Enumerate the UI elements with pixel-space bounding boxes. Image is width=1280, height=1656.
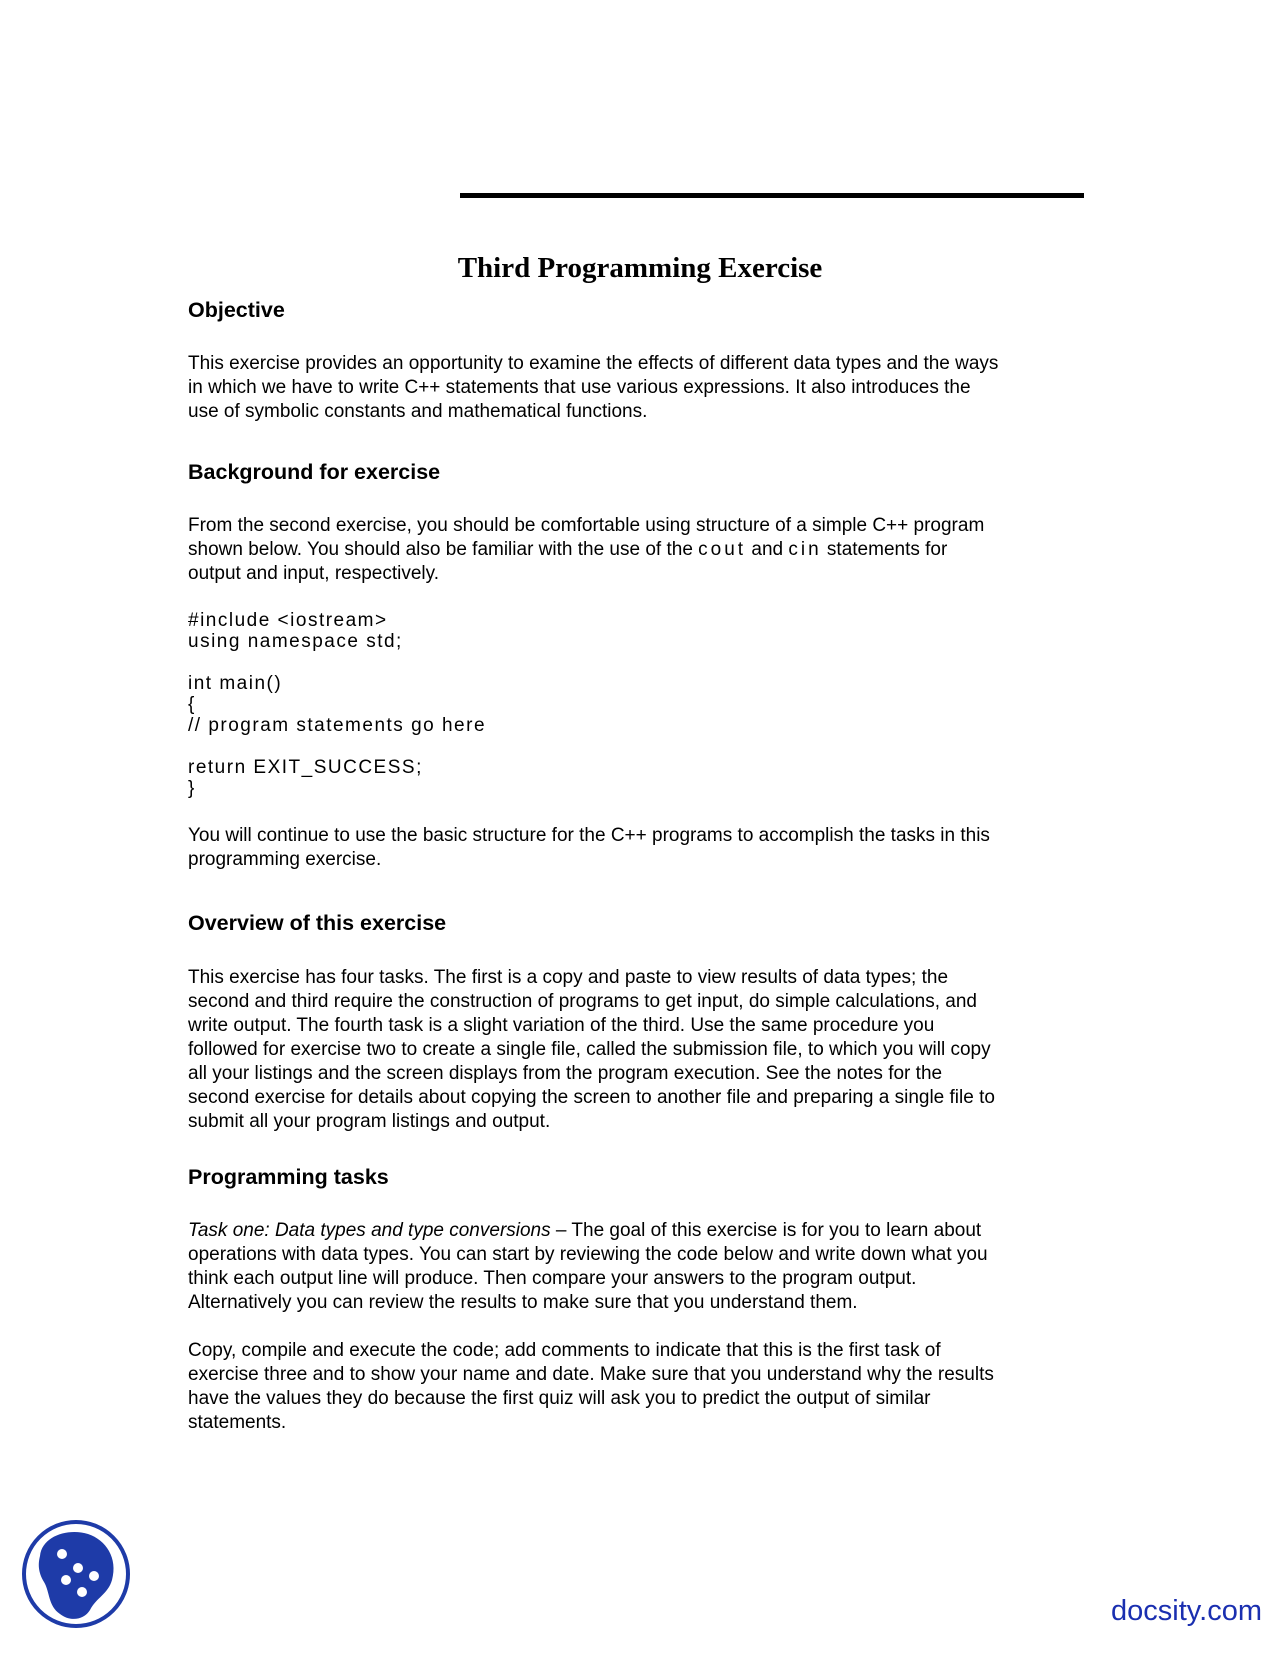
- document-title: Third Programming Exercise: [457, 252, 823, 284]
- code-line: // program statements go here: [188, 715, 487, 736]
- code-block-main: [188, 673, 486, 736]
- copy-compile-paragraph: [188, 1339, 1088, 1435]
- heading-objective: Objective: [188, 298, 285, 322]
- objective-line: in which we have to write C++ statements that use various expressions. It also introduces the: [188, 377, 971, 398]
- overview-line: second exercise for details about copying the screen to another file and preparing a single file to: [188, 1087, 995, 1108]
- code-line: int main(): [188, 673, 283, 694]
- background-line: output and input, respectively.: [188, 563, 440, 584]
- objective-line: use of symbolic constants and mathematical functions.: [188, 401, 648, 422]
- paragraph-line: You will continue to use the basic structure for the C++ programs to accomplish the tasks in this: [188, 825, 990, 846]
- paragraph-line: programming exercise.: [188, 849, 382, 870]
- heading-background: Background for exercise: [188, 460, 441, 484]
- code-line: using namespace std;: [188, 631, 403, 652]
- code-block-includes: [188, 610, 403, 652]
- overview-line: all your listings and the screen displays from the program execution. See the notes for the: [188, 1063, 943, 1084]
- objective-line: This exercise provides an opportunity to examine the effects of different data types and the ways: [188, 353, 999, 374]
- code-line: }: [188, 778, 196, 799]
- heading-programming-tasks: Programming tasks: [188, 1165, 389, 1189]
- background-paragraph: [188, 514, 1088, 586]
- task-one-line: think each output line will produce. Then compare your answers to the program output.: [188, 1268, 917, 1289]
- task-one-line: Alternatively you can review the results to make sure that you understand them.: [188, 1292, 858, 1313]
- overview-line: followed for exercise two to create a single file, called the submission file, to which you will copy: [188, 1039, 991, 1060]
- overview-line: This exercise has four tasks. The first is a copy and paste to view results of data types; the: [188, 967, 949, 988]
- code-cout: cout: [698, 539, 747, 560]
- overview-line: second and third require the construction of programs to get input, do simple calculations, and: [188, 991, 977, 1012]
- overview-paragraph: [188, 966, 1088, 1134]
- docsity-logo-icon[interactable]: [20, 1518, 132, 1630]
- overview-line: submit all your program listings and output.: [188, 1111, 551, 1132]
- overview-line: write output. The fourth task is a slight variation of the third. Use the same procedure you: [188, 1015, 935, 1036]
- task-one-line: Task one: Data types and type conversions – The goal of this exercise is for you to learn about: [188, 1220, 982, 1241]
- code-line: return EXIT_SUCCESS;: [188, 757, 423, 778]
- docsity-brand-link[interactable]: docsity.com: [1111, 1595, 1262, 1627]
- background-line: From the second exercise, you should be comfortable using structure of a simple C++ program: [188, 515, 985, 536]
- header-rule: [460, 193, 1084, 198]
- background-followup-paragraph: [188, 824, 1088, 872]
- copy-line: have the values they do because the first quiz will ask you to predict the output of similar: [188, 1388, 931, 1409]
- code-line: #include <iostream>: [188, 610, 388, 631]
- objective-paragraph: [188, 352, 1088, 424]
- code-block-return: [188, 757, 423, 799]
- heading-overview: Overview of this exercise: [188, 911, 447, 935]
- task-one-paragraph: [188, 1219, 1088, 1315]
- copy-line: Copy, compile and execute the code; add comments to indicate that this is the first task of: [188, 1340, 941, 1361]
- code-line: {: [188, 694, 196, 715]
- task-one-label: Task one: Data types and type conversions: [188, 1220, 551, 1241]
- copy-line: exercise three and to show your name and date. Make sure that you understand why the results: [188, 1364, 994, 1385]
- task-one-line: operations with data types. You can start by reviewing the code below and write down what you: [188, 1244, 988, 1265]
- code-cin: cin: [788, 539, 822, 560]
- background-line: shown below. You should also be familiar with the use of the cout and cin statements for: [188, 539, 948, 560]
- copy-line: statements.: [188, 1412, 287, 1433]
